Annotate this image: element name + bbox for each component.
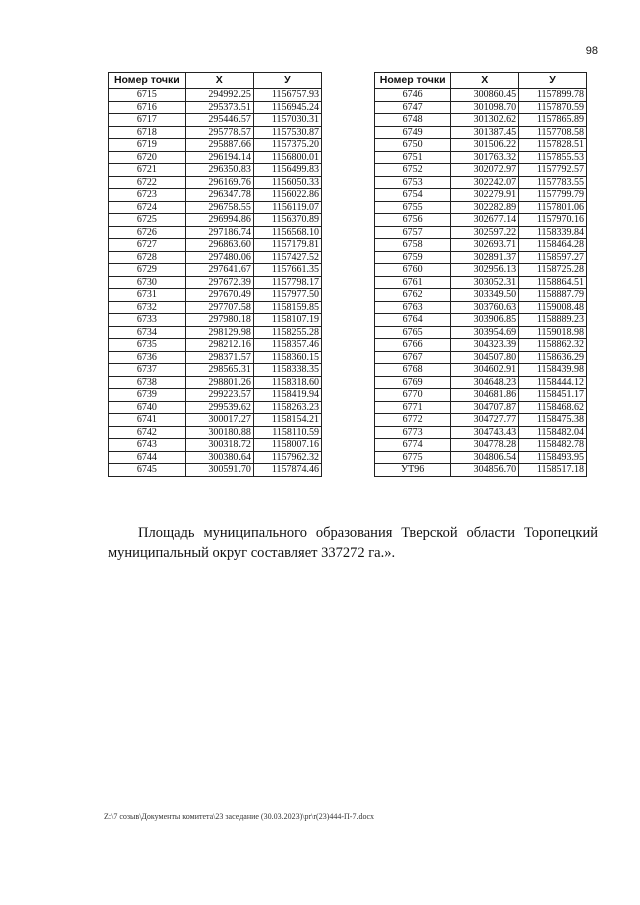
point-number-cell: 6746	[375, 89, 451, 102]
y-coordinate-cell: 1158338.35	[253, 364, 321, 377]
point-number-cell: 6761	[375, 276, 451, 289]
point-number-cell: 6728	[109, 251, 186, 264]
x-coordinate-cell: 301506.22	[451, 139, 519, 152]
x-coordinate-cell: 298565.31	[185, 364, 253, 377]
y-coordinate-cell: 1158419.94	[253, 389, 321, 402]
coordinates-table-left	[108, 72, 322, 477]
table-row	[109, 276, 322, 289]
point-number-cell: 6757	[375, 226, 451, 239]
table-row	[109, 151, 322, 164]
point-number-cell: 6762	[375, 289, 451, 302]
y-coordinate-cell: 1158887.79	[519, 289, 587, 302]
point-number-cell: 6729	[109, 264, 186, 277]
point-number-cell: 6732	[109, 301, 186, 314]
point-number-cell: УТ96	[375, 464, 451, 477]
x-coordinate-cell: 302677.14	[451, 214, 519, 227]
header-y: У	[253, 73, 321, 89]
table-row	[109, 164, 322, 177]
table-row	[109, 139, 322, 152]
table-row	[109, 251, 322, 264]
x-coordinate-cell: 304648.23	[451, 376, 519, 389]
table-row	[109, 414, 322, 427]
y-coordinate-cell: 1157874.46	[253, 464, 321, 477]
point-number-cell: 6763	[375, 301, 451, 314]
x-coordinate-cell: 303052.31	[451, 276, 519, 289]
table-row	[375, 351, 587, 364]
x-coordinate-cell: 304707.87	[451, 401, 519, 414]
point-number-cell: 6745	[109, 464, 186, 477]
header-x: X	[451, 73, 519, 89]
table-header-row	[375, 73, 587, 89]
x-coordinate-cell: 302242.07	[451, 176, 519, 189]
table-row	[109, 214, 322, 227]
table-row	[375, 239, 587, 252]
table-row	[109, 126, 322, 139]
table-row	[375, 251, 587, 264]
y-coordinate-cell: 1158263.23	[253, 401, 321, 414]
x-coordinate-cell: 302693.71	[451, 239, 519, 252]
y-coordinate-cell: 1158482.04	[519, 426, 587, 439]
page-number: 98	[585, 45, 598, 57]
y-coordinate-cell: 1156757.93	[253, 89, 321, 102]
y-coordinate-cell: 1157798.17	[253, 276, 321, 289]
header-point-number: Номер точки	[109, 73, 186, 89]
x-coordinate-cell: 298212.16	[185, 339, 253, 352]
table-row	[375, 376, 587, 389]
x-coordinate-cell: 295446.57	[185, 114, 253, 127]
x-coordinate-cell: 297186.74	[185, 226, 253, 239]
point-number-cell: 6726	[109, 226, 186, 239]
y-coordinate-cell: 1157179.81	[253, 239, 321, 252]
y-coordinate-cell: 1157855.53	[519, 151, 587, 164]
y-coordinate-cell: 1158517.18	[519, 464, 587, 477]
x-coordinate-cell: 302597.22	[451, 226, 519, 239]
table-row	[375, 214, 587, 227]
table-row	[375, 451, 587, 464]
x-coordinate-cell: 304323.39	[451, 339, 519, 352]
x-coordinate-cell: 303349.50	[451, 289, 519, 302]
point-number-cell: 6740	[109, 401, 186, 414]
y-coordinate-cell: 1157427.52	[253, 251, 321, 264]
y-coordinate-cell: 1158444.12	[519, 376, 587, 389]
header-x: X	[185, 73, 253, 89]
x-coordinate-cell: 295373.51	[185, 101, 253, 114]
table-row	[375, 226, 587, 239]
table-row	[109, 264, 322, 277]
y-coordinate-cell: 1158493.95	[519, 451, 587, 464]
x-coordinate-cell: 299539.62	[185, 401, 253, 414]
coordinates-table-right	[374, 72, 587, 477]
table-row	[109, 176, 322, 189]
x-coordinate-cell: 300860.45	[451, 89, 519, 102]
table-row	[375, 289, 587, 302]
y-coordinate-cell: 1158864.51	[519, 276, 587, 289]
y-coordinate-cell: 1157870.59	[519, 101, 587, 114]
y-coordinate-cell: 1157865.89	[519, 114, 587, 127]
x-coordinate-cell: 303954.69	[451, 326, 519, 339]
table-row	[375, 439, 587, 452]
point-number-cell: 6772	[375, 414, 451, 427]
x-coordinate-cell: 303906.85	[451, 314, 519, 327]
point-number-cell: 6751	[375, 151, 451, 164]
table-row	[375, 414, 587, 427]
point-number-cell: 6759	[375, 251, 451, 264]
x-coordinate-cell: 304507.80	[451, 351, 519, 364]
point-number-cell: 6717	[109, 114, 186, 127]
point-number-cell: 6737	[109, 364, 186, 377]
table-row	[109, 114, 322, 127]
point-number-cell: 6755	[375, 201, 451, 214]
y-coordinate-cell: 1158110.59	[253, 426, 321, 439]
x-coordinate-cell: 295887.66	[185, 139, 253, 152]
y-coordinate-cell: 1156945.24	[253, 101, 321, 114]
point-number-cell: 6723	[109, 189, 186, 202]
x-coordinate-cell: 300180.88	[185, 426, 253, 439]
x-coordinate-cell: 297672.39	[185, 276, 253, 289]
point-number-cell: 6742	[109, 426, 186, 439]
y-coordinate-cell: 1158889.23	[519, 314, 587, 327]
x-coordinate-cell: 302279.91	[451, 189, 519, 202]
point-number-cell: 6718	[109, 126, 186, 139]
y-coordinate-cell: 1158339.84	[519, 226, 587, 239]
x-coordinate-cell: 302072.97	[451, 164, 519, 177]
y-coordinate-cell: 1158464.28	[519, 239, 587, 252]
point-number-cell: 6775	[375, 451, 451, 464]
y-coordinate-cell: 1157970.16	[519, 214, 587, 227]
point-number-cell: 6753	[375, 176, 451, 189]
x-coordinate-cell: 298129.98	[185, 326, 253, 339]
point-number-cell: 6768	[375, 364, 451, 377]
table-row	[375, 301, 587, 314]
point-number-cell: 6758	[375, 239, 451, 252]
point-number-cell: 6750	[375, 139, 451, 152]
table-row	[375, 89, 587, 102]
area-statement-text: Площадь муниципального образования Тверской области Торопецкий муниципальный округ составляет 337272 га.».	[108, 525, 598, 561]
y-coordinate-cell: 1158725.28	[519, 264, 587, 277]
y-coordinate-cell: 1157962.32	[253, 451, 321, 464]
table-header-row	[109, 73, 322, 89]
x-coordinate-cell: 297980.18	[185, 314, 253, 327]
x-coordinate-cell: 302891.37	[451, 251, 519, 264]
y-coordinate-cell: 1158468.62	[519, 401, 587, 414]
point-number-cell: 6736	[109, 351, 186, 364]
table-row	[375, 114, 587, 127]
point-number-cell: 6738	[109, 376, 186, 389]
point-number-cell: 6744	[109, 451, 186, 464]
y-coordinate-cell: 1157977.50	[253, 289, 321, 302]
table-row	[109, 464, 322, 477]
y-coordinate-cell: 1157708.58	[519, 126, 587, 139]
point-number-cell: 6727	[109, 239, 186, 252]
point-number-cell: 6716	[109, 101, 186, 114]
table-row	[109, 201, 322, 214]
x-coordinate-cell: 304602.91	[451, 364, 519, 377]
table-row	[109, 89, 322, 102]
y-coordinate-cell: 1157375.20	[253, 139, 321, 152]
y-coordinate-cell: 1158636.29	[519, 351, 587, 364]
table-row	[375, 339, 587, 352]
table-row	[375, 314, 587, 327]
point-number-cell: 6748	[375, 114, 451, 127]
point-number-cell: 6767	[375, 351, 451, 364]
table-row	[109, 226, 322, 239]
y-coordinate-cell: 1157828.51	[519, 139, 587, 152]
y-coordinate-cell: 1158107.19	[253, 314, 321, 327]
table-row	[375, 126, 587, 139]
point-number-cell: 6764	[375, 314, 451, 327]
table-row	[109, 314, 322, 327]
x-coordinate-cell: 294992.25	[185, 89, 253, 102]
table-row	[375, 101, 587, 114]
y-coordinate-cell: 1156370.89	[253, 214, 321, 227]
y-coordinate-cell: 1158154.21	[253, 414, 321, 427]
point-number-cell: 6739	[109, 389, 186, 402]
x-coordinate-cell: 300380.64	[185, 451, 253, 464]
table-row	[109, 289, 322, 302]
x-coordinate-cell: 302282.89	[451, 201, 519, 214]
x-coordinate-cell: 304727.77	[451, 414, 519, 427]
table-row	[109, 364, 322, 377]
point-number-cell: 6722	[109, 176, 186, 189]
x-coordinate-cell: 296863.60	[185, 239, 253, 252]
x-coordinate-cell: 301302.62	[451, 114, 519, 127]
table-row	[109, 101, 322, 114]
x-coordinate-cell: 296194.14	[185, 151, 253, 164]
point-number-cell: 6731	[109, 289, 186, 302]
point-number-cell: 6769	[375, 376, 451, 389]
table-row	[375, 189, 587, 202]
x-coordinate-cell: 298801.26	[185, 376, 253, 389]
table-row	[375, 464, 587, 477]
x-coordinate-cell: 304856.70	[451, 464, 519, 477]
x-coordinate-cell: 299223.57	[185, 389, 253, 402]
y-coordinate-cell: 1157799.79	[519, 189, 587, 202]
point-number-cell: 6770	[375, 389, 451, 402]
y-coordinate-cell: 1159018.98	[519, 326, 587, 339]
y-coordinate-cell: 1158597.27	[519, 251, 587, 264]
table-row	[375, 389, 587, 402]
table-row	[109, 326, 322, 339]
y-coordinate-cell: 1158451.17	[519, 389, 587, 402]
point-number-cell: 6730	[109, 276, 186, 289]
x-coordinate-cell: 301098.70	[451, 101, 519, 114]
table-row	[375, 151, 587, 164]
point-number-cell: 6715	[109, 89, 186, 102]
header-y: У	[519, 73, 587, 89]
y-coordinate-cell: 1158360.15	[253, 351, 321, 364]
point-number-cell: 6749	[375, 126, 451, 139]
x-coordinate-cell: 304681.86	[451, 389, 519, 402]
table-row	[375, 201, 587, 214]
point-number-cell: 6771	[375, 401, 451, 414]
x-coordinate-cell: 304743.43	[451, 426, 519, 439]
table-row	[375, 164, 587, 177]
x-coordinate-cell: 302956.13	[451, 264, 519, 277]
x-coordinate-cell: 297641.67	[185, 264, 253, 277]
y-coordinate-cell: 1158255.28	[253, 326, 321, 339]
table-row	[109, 301, 322, 314]
point-number-cell: 6734	[109, 326, 186, 339]
x-coordinate-cell: 297707.58	[185, 301, 253, 314]
point-number-cell: 6747	[375, 101, 451, 114]
table-row	[109, 339, 322, 352]
point-number-cell: 6765	[375, 326, 451, 339]
y-coordinate-cell: 1158318.60	[253, 376, 321, 389]
x-coordinate-cell: 304778.28	[451, 439, 519, 452]
point-number-cell: 6754	[375, 189, 451, 202]
point-number-cell: 6752	[375, 164, 451, 177]
point-number-cell: 6721	[109, 164, 186, 177]
point-number-cell: 6773	[375, 426, 451, 439]
x-coordinate-cell: 296350.83	[185, 164, 253, 177]
point-number-cell: 6741	[109, 414, 186, 427]
x-coordinate-cell: 300591.70	[185, 464, 253, 477]
table-row	[109, 351, 322, 364]
point-number-cell: 6719	[109, 139, 186, 152]
y-coordinate-cell: 1158007.16	[253, 439, 321, 452]
y-coordinate-cell: 1158439.98	[519, 364, 587, 377]
y-coordinate-cell: 1156050.33	[253, 176, 321, 189]
table-row	[375, 139, 587, 152]
header-point-number: Номер точки	[375, 73, 451, 89]
table-row	[375, 264, 587, 277]
x-coordinate-cell: 300017.27	[185, 414, 253, 427]
table-row	[375, 426, 587, 439]
y-coordinate-cell: 1158357.46	[253, 339, 321, 352]
x-coordinate-cell: 303760.63	[451, 301, 519, 314]
point-number-cell: 6720	[109, 151, 186, 164]
y-coordinate-cell: 1156800.01	[253, 151, 321, 164]
point-number-cell: 6774	[375, 439, 451, 452]
table-row	[109, 239, 322, 252]
table-row	[109, 426, 322, 439]
point-number-cell: 6735	[109, 339, 186, 352]
y-coordinate-cell: 1157792.57	[519, 164, 587, 177]
x-coordinate-cell: 298371.57	[185, 351, 253, 364]
table-row	[375, 326, 587, 339]
x-coordinate-cell: 301763.32	[451, 151, 519, 164]
x-coordinate-cell: 296169.76	[185, 176, 253, 189]
x-coordinate-cell: 297480.06	[185, 251, 253, 264]
table-row	[109, 389, 322, 402]
x-coordinate-cell: 304806.54	[451, 451, 519, 464]
y-coordinate-cell: 1157661.35	[253, 264, 321, 277]
point-number-cell: 6743	[109, 439, 186, 452]
y-coordinate-cell: 1158862.32	[519, 339, 587, 352]
table-row	[375, 276, 587, 289]
file-path-footer: Z:\7 созыв\Документы комитета\23 заседание (30.03.2023)\pr\r(23)444-П-7.docx	[104, 812, 375, 821]
table-row	[109, 439, 322, 452]
table-row	[109, 189, 322, 202]
area-statement-paragraph	[108, 523, 598, 563]
y-coordinate-cell: 1156568.10	[253, 226, 321, 239]
y-coordinate-cell: 1157783.55	[519, 176, 587, 189]
table-row	[375, 401, 587, 414]
y-coordinate-cell: 1157899.78	[519, 89, 587, 102]
y-coordinate-cell: 1156022.86	[253, 189, 321, 202]
point-number-cell: 6724	[109, 201, 186, 214]
x-coordinate-cell: 296994.86	[185, 214, 253, 227]
table-row	[109, 376, 322, 389]
x-coordinate-cell: 296347.78	[185, 189, 253, 202]
table-row	[375, 176, 587, 189]
y-coordinate-cell: 1159008.48	[519, 301, 587, 314]
table-row	[109, 451, 322, 464]
y-coordinate-cell: 1157530.87	[253, 126, 321, 139]
x-coordinate-cell: 301387.45	[451, 126, 519, 139]
y-coordinate-cell: 1158482.78	[519, 439, 587, 452]
point-number-cell: 6725	[109, 214, 186, 227]
point-number-cell: 6760	[375, 264, 451, 277]
table-row	[109, 401, 322, 414]
x-coordinate-cell: 297670.49	[185, 289, 253, 302]
y-coordinate-cell: 1156119.07	[253, 201, 321, 214]
table-row	[375, 364, 587, 377]
point-number-cell: 6756	[375, 214, 451, 227]
y-coordinate-cell: 1157801.06	[519, 201, 587, 214]
x-coordinate-cell: 300318.72	[185, 439, 253, 452]
y-coordinate-cell: 1158159.85	[253, 301, 321, 314]
y-coordinate-cell: 1156499.83	[253, 164, 321, 177]
x-coordinate-cell: 295778.57	[185, 126, 253, 139]
y-coordinate-cell: 1158475.38	[519, 414, 587, 427]
x-coordinate-cell: 296758.55	[185, 201, 253, 214]
y-coordinate-cell: 1157030.31	[253, 114, 321, 127]
point-number-cell: 6733	[109, 314, 186, 327]
point-number-cell: 6766	[375, 339, 451, 352]
